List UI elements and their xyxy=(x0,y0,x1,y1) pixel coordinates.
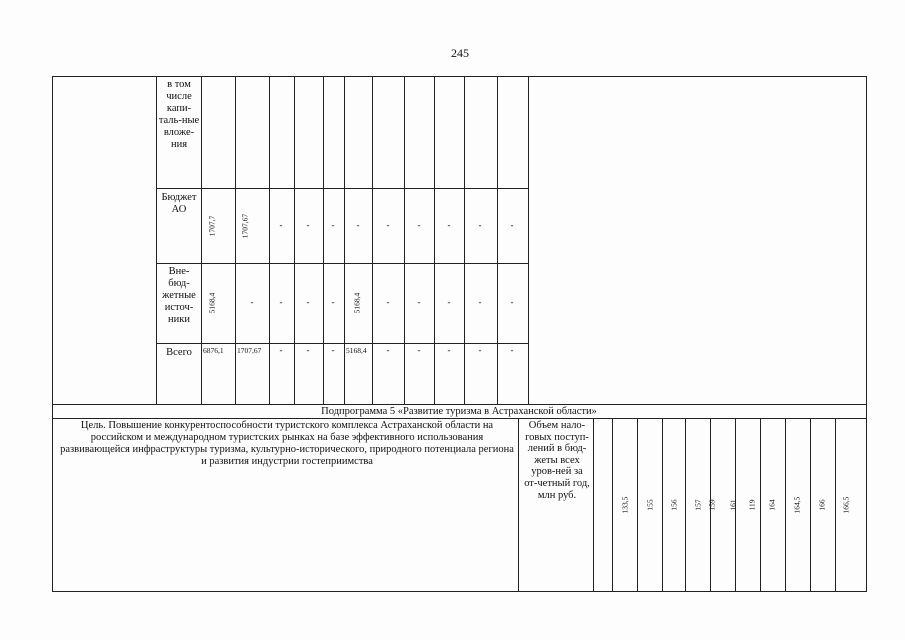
subprogram-goal: Цель. Повышение конкурентоспособности туристского комплекса Астраханской области на российском и международном туристских рынках на базе эффективного использования развивающейся инфраструктуры туризма, культурно-исторического, природного потенциала региона и развития индустрии гостеприимства xyxy=(60,420,514,467)
total-dash: - xyxy=(306,345,310,355)
budget-value-year1: 1707,67 xyxy=(240,213,250,239)
extrabudget-dash: - xyxy=(331,297,335,307)
extrabudget-dash: - xyxy=(447,297,451,307)
budget-dash: - xyxy=(417,220,421,230)
indicator-value: 133,5 xyxy=(620,496,630,514)
page-number: 245 xyxy=(451,46,469,60)
extrabudget-dash: - xyxy=(510,297,514,307)
total-value-year5: 5168,4 xyxy=(346,346,367,355)
row-label-total: Всего xyxy=(166,347,192,358)
total-value-year1: 1707,67 xyxy=(237,346,262,355)
total-dash: - xyxy=(331,345,335,355)
row-label-budget-ao: Бюджет АО xyxy=(161,192,197,215)
indicator-value: 161 xyxy=(728,499,738,511)
indicator-value: 157 xyxy=(693,499,703,511)
budget-dash: - xyxy=(478,220,482,230)
indicator-value: 164,5 xyxy=(792,496,802,514)
indicator-value: 164 xyxy=(767,499,777,511)
extrabudget-dash: - xyxy=(478,297,482,307)
budget-dash: - xyxy=(510,220,514,230)
budget-dash: - xyxy=(356,220,360,230)
indicator-label: Объем нало-говых поступ-лений в бюд-жеты всех уров-ней за от-четный год, млн руб. xyxy=(524,420,590,501)
budget-dash: - xyxy=(386,220,390,230)
total-dash: - xyxy=(478,345,482,355)
indicator-value: 166,5 xyxy=(841,496,851,514)
extrabudget-dash: - xyxy=(306,297,310,307)
total-value-sum: 6876,1 xyxy=(203,346,224,355)
budget-dash: - xyxy=(279,220,283,230)
row-label-extrabudgetary: Вне-бюд-жетные источ-ники xyxy=(162,266,196,325)
extrabudget-dash: - xyxy=(250,297,254,307)
total-dash: - xyxy=(447,345,451,355)
total-dash: - xyxy=(386,345,390,355)
budget-dash: - xyxy=(331,220,335,230)
total-dash: - xyxy=(510,345,514,355)
indicator-value: 155 xyxy=(645,499,655,511)
extrabudget-value-total: 5168,4 xyxy=(207,292,217,314)
budget-dash: - xyxy=(447,220,451,230)
budget-dash: - xyxy=(306,220,310,230)
extrabudget-dash: - xyxy=(386,297,390,307)
subprogram-title: Подпрограмма 5 «Развитие туризма в Астраханской области» xyxy=(321,406,597,417)
indicator-value: 156 xyxy=(669,499,679,511)
indicator-value: 166 xyxy=(817,499,827,511)
total-dash: - xyxy=(417,345,421,355)
row-label-capital-investments: в том числе капи-таль-ные вложе-ния xyxy=(158,79,200,150)
extrabudget-value-year5: 5168,4 xyxy=(352,292,362,314)
indicator-value: 119 xyxy=(747,499,757,511)
total-dash: - xyxy=(279,345,283,355)
indicator-value: 159 xyxy=(707,499,717,511)
extrabudget-dash: - xyxy=(417,297,421,307)
budget-value-total: 1707,7 xyxy=(207,215,217,237)
extrabudget-dash: - xyxy=(279,297,283,307)
